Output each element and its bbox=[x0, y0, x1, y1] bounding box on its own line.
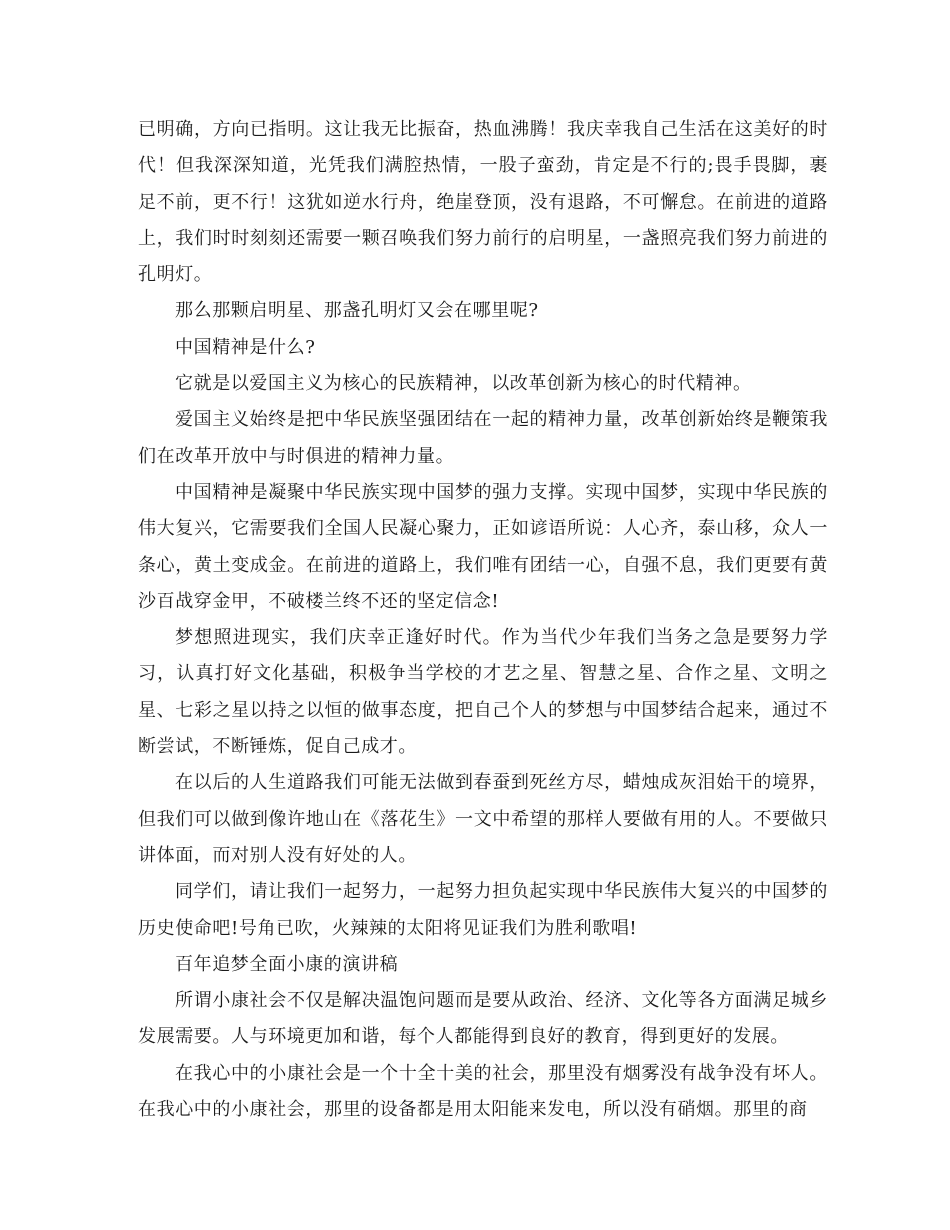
paragraph-10: 所谓小康社会不仅是解决温饱问题而是要从政治、经济、文化等各方面满足城乡发展需要。人与环境更加和谐，每个人都能得到良好的教育，得到更好的发展。 bbox=[138, 990, 828, 1048]
paragraph-11: 在我心中的小康社会是一个十全十美的社会，那里没有烟雾没有战争没有坏人。在我心中的小康社会，那里的设备都是用太阳能来发电，所以没有硝烟。那里的商 bbox=[138, 1062, 828, 1121]
paragraph-2: 那么那颗启明星、那盏孔明灯又会在哪里呢? bbox=[175, 300, 539, 322]
paragraph-1: 已明确，方向已指明。这让我无比振奋，热血沸腾！我庆幸我自己生活在这美好的时代！但我深深知道，光凭我们满腔热情，一股子蛮劲，肯定是不行的;畏手畏脚，裹足不前，更不行！这犹如逆水行舟，绝崖登顶，没有退路，不可懈怠。在前进的道路上，我们时时刻刻还需要一颗召唤我们努力前行的启明星，一盏照亮我们努力前进的孔明灯。 bbox=[138, 119, 828, 286]
section-heading: 百年追梦全面小康的演讲稿 bbox=[175, 953, 399, 975]
document-body bbox=[138, 112, 828, 1128]
paragraph-9: 同学们，请让我们一起努力，一起努力担负起实现中华民族伟大复兴的中国梦的历史使命吧!号角已吹，火辣辣的太阳将见证我们为胜利歌唱! bbox=[138, 881, 828, 939]
paragraph-4: 它就是以爱国主义为核心的民族精神，以改革创新为核心的时代精神。 bbox=[175, 373, 752, 395]
paragraph-7: 梦想照进现实，我们庆幸正逢好时代。作为当代少年我们当务之急是要努力学习，认真打好文化基础，积极争当学校的才艺之星、智慧之星、合作之星、文明之星、七彩之星以持之以恒的做事态度，把自己个人的梦想与中国梦结合起来，通过不断尝试，不断锤炼，促自己成才。 bbox=[138, 627, 828, 758]
paragraph-6: 中国精神是凝聚中华民族实现中国梦的强力支撑。实现中国梦，实现中华民族的伟大复兴，它需要我们全国人民凝心聚力，正如谚语所说：人心齐，泰山移，众人一条心，黄土变成金。在前进的道路上，我们唯有团结一心，自强不息，我们更要有黄沙百战穿金甲，不破楼兰终不还的坚定信念! bbox=[138, 481, 828, 612]
paragraph-8: 在以后的人生道路我们可能无法做到春蚕到死丝方尽，蜡烛成灰泪始干的境界，但我们可以做到像许地山在《落花生》一文中希望的那样人要做有用的人。不要做只讲体面，而对别人没有好处的人。 bbox=[138, 772, 828, 866]
paragraph-5: 爱国主义始终是把中华民族坚强团结在一起的精神力量，改革创新始终是鞭策我们在改革开放中与时俱进的精神力量。 bbox=[138, 409, 828, 467]
paragraph-3: 中国精神是什么? bbox=[175, 336, 316, 358]
